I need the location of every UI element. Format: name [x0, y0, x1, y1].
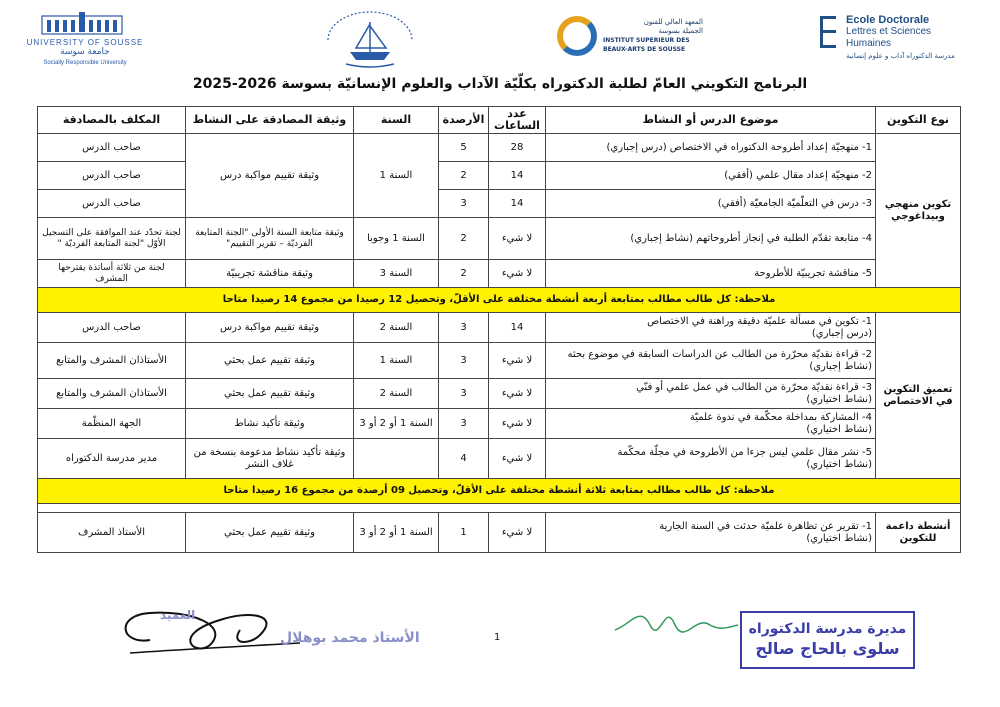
- header-credits: الأرصدة: [439, 107, 489, 134]
- s2-row4-topic: 4- المشاركة بمداخلة محكّمة في ندوة علميّة: [689, 411, 872, 423]
- s2-row1-responsible: صاحب الدرس: [38, 313, 186, 343]
- s1-row3-credits: 3: [439, 190, 489, 218]
- s2-row2-responsible: الأستاذان المشرف والمتابع: [38, 343, 186, 379]
- s2-row3-responsible: الأستاذان المشرف والمتابع: [38, 379, 186, 409]
- s1-row2-credits: 2: [439, 162, 489, 190]
- section1-type: تكوين منهجي وبيداغوجي: [876, 134, 961, 288]
- isba-name-fr-2: BEAUX-ARTS DE SOUSSE: [603, 46, 686, 53]
- s2-row3-topic-note: (نشاط اختياري): [806, 393, 872, 405]
- s1-row5-topic: 5- مناقشة تجريبيّة للأطروحة: [546, 260, 876, 288]
- s2-row2-year: السنة 1: [354, 343, 439, 379]
- s2-row4-responsible: الجهة المنظّمة: [38, 409, 186, 439]
- page-number: 1: [494, 632, 501, 643]
- ecole-doctorale-arabic: مدرسة الدكتوراه آداب و علوم إنسانية: [846, 52, 955, 60]
- s1-row4-hours: لا شيء: [489, 218, 546, 260]
- table-row: [38, 513, 961, 553]
- table-row: [38, 439, 961, 479]
- s2-row2-credits: 3: [439, 343, 489, 379]
- s1-row2-hours: 14: [489, 162, 546, 190]
- dean-title: العميد: [160, 608, 196, 622]
- header-responsible: المكلف بالمصادقة: [38, 107, 186, 134]
- s3-row1-topic-note: (نشاط اختياري): [806, 532, 872, 544]
- s2-row2-topic-note: (نشاط إجباري): [809, 360, 872, 372]
- s2-row4-year: السنة 1 أو 2 أو 3: [354, 409, 439, 439]
- s2-row1-credits: 3: [439, 313, 489, 343]
- table-row: [38, 218, 961, 260]
- s1-row1-credits: 5: [439, 134, 489, 162]
- s2-row5-responsible: مدير مدرسة الدكتوراه: [38, 439, 186, 479]
- program-table: [37, 106, 961, 553]
- s2-row2-document: وثيقة تقييم عمل بحثي: [186, 343, 354, 379]
- s3-row1-topic: 1- تقرير عن تظاهرة علميّة حدثت في السنة الجارية: [659, 520, 872, 532]
- ecole-doctorale-line2: Lettres et Sciences: [846, 26, 932, 37]
- stamp-line1: مديرة مدرسة الدكتوراه: [748, 621, 907, 637]
- section3-type: أنشطة داعمة للتكوين: [876, 513, 961, 553]
- s3-row1-credits: 1: [439, 513, 489, 553]
- s1-row3-topic: 3- درس في التعلّميّة الجامعيّة (أفقي): [546, 190, 876, 218]
- s1-row5-responsible: لجنة من ثلاثة أساتذة يقترحها المشرف: [38, 260, 186, 288]
- isba-sousse-logo: [555, 10, 705, 66]
- s2-row1-topic: 1- تكوين في مسألة علميّة دقيقة وراهنة في الاختصاص: [647, 315, 872, 327]
- faculty-seal-logo: [320, 10, 420, 66]
- s2-row5-topic: 5- نشر مقال علمي ليس جزءا من الأطروحة في مجلّة محكّمة: [617, 446, 872, 458]
- s1-row3-hours: 14: [489, 190, 546, 218]
- s1-row4-document: وثيقة متابعة السنة الأولى "الجنة المتابعة الفرديّة – تقرير التقييم": [186, 218, 354, 260]
- university-of-sousse-logo: [25, 10, 145, 66]
- s2-row3-topic: 3- قراءة نقديّة محرّرة من الطالب في عمل علمي أو فنّي: [636, 381, 872, 393]
- header-year: السنة: [354, 107, 439, 134]
- s2-row4-hours: لا شيء: [489, 409, 546, 439]
- isba-name-ar-2: الجميلة بسوسة: [658, 27, 703, 35]
- s1-row5-hours: لا شيء: [489, 260, 546, 288]
- table-row: [38, 134, 961, 162]
- s2-row2-hours: لا شيء: [489, 343, 546, 379]
- s2-row1-topic-note: (درس إجباري): [811, 327, 872, 339]
- director-signature-icon: [610, 595, 740, 655]
- ecole-doctorale-line3: Humaines: [846, 38, 892, 49]
- header-document: وثيقة المصادقة على النشاط: [186, 107, 354, 134]
- s1-row5-document: وثيقة مناقشة تجريبيّة: [186, 260, 354, 288]
- ecole-doctorale-mark-icon: [820, 16, 836, 48]
- s2-row4-document: وثيقة تأكيد نشاط: [186, 409, 354, 439]
- s2-row5-credits: 4: [439, 439, 489, 479]
- ship-seal-icon: [320, 10, 420, 70]
- s1-shared-year: السنة 1: [354, 134, 439, 218]
- s1-row2-responsible: صاحب الدرس: [38, 162, 186, 190]
- s1-row1-topic: 1- منهجيّة إعداد أطروحة الدكتوراه في الاختصاص (درس إجباري): [546, 134, 876, 162]
- s2-row5-topic-note: (نشاط اختياري): [806, 458, 872, 470]
- table-row: [38, 379, 961, 409]
- s2-row5-year: [354, 439, 439, 479]
- s1-row3-responsible: صاحب الدرس: [38, 190, 186, 218]
- s1-row5-year: السنة 3: [354, 260, 439, 288]
- s2-row3-hours: لا شيء: [489, 379, 546, 409]
- s2-row4-credits: 3: [439, 409, 489, 439]
- s2-row3-document: وثيقة تقييم عمل بحثي: [186, 379, 354, 409]
- s1-row1-hours: 28: [489, 134, 546, 162]
- page-title: البرنامج التكويني العامّ لطلبة الدكتوراه بكلّيّة الآداب والعلوم الإنسانيّة بسوسة 2026-2025: [192, 76, 808, 92]
- s1-row4-topic: 4- متابعة تقدّم الطلبة في إنجاز أطروحاتهم (نشاط إجباري): [546, 218, 876, 260]
- header-type: نوع التكوين: [876, 107, 961, 134]
- s1-row4-year: السنة 1 وجوبا: [354, 218, 439, 260]
- s2-row1-document: وثيقة تقييم مواكبة درس: [186, 313, 354, 343]
- university-name-en: UNIVERSITY OF SOUSSE: [26, 38, 144, 47]
- ecole-doctorale-line1: Ecole Doctorale: [846, 14, 930, 26]
- s1-row4-credits: 2: [439, 218, 489, 260]
- university-tagline: Socially Responsible University: [43, 60, 127, 66]
- isba-circle-icon: [557, 16, 597, 56]
- isba-name-fr-1: INSTITUT SUPERIEUR DES: [603, 37, 690, 44]
- s3-row1-responsible: الأستاذ المشرف: [38, 513, 186, 553]
- table-row: [38, 409, 961, 439]
- s2-row2-topic: 2- قراءة نقديّة محرّرة من الطالب عن الدراسات السابقة في موضوع بحثه: [567, 348, 872, 360]
- s2-row1-year: السنة 2: [354, 313, 439, 343]
- header-hours: عدد الساعات: [489, 107, 546, 134]
- table-separator: [38, 504, 961, 513]
- section2-type: تعميق التكوين في الاختصاص: [876, 313, 961, 479]
- table-row: [38, 343, 961, 379]
- header-topic: موضوع الدرس أو النشاط: [546, 107, 876, 134]
- table-row: [38, 162, 961, 190]
- s3-row1-hours: لا شيء: [489, 513, 546, 553]
- s2-row3-year: السنة 2: [354, 379, 439, 409]
- s2-row4-topic-note: (نشاط اختياري): [806, 423, 872, 435]
- table-row: [38, 313, 961, 343]
- table-row: [38, 190, 961, 218]
- s3-row1-document: وثيقة تقييم عمل بحثي: [186, 513, 354, 553]
- s2-row1-hours: 14: [489, 313, 546, 343]
- section2-note: ملاحظة: كل طالب مطالب بمتابعة ثلاثة أنشطة مختلفة على الأقلّ، وتحصيل 09 أرصدة من مجموع 16 رصيدا متاحا: [38, 479, 961, 504]
- s1-row2-topic: 2- منهجيّة إعداد مقال علمي (أفقي): [546, 162, 876, 190]
- table-header-row: [38, 107, 961, 134]
- university-building-icon: [37, 10, 127, 36]
- section2-note-row: [38, 479, 961, 504]
- s2-row3-credits: 3: [439, 379, 489, 409]
- director-stamp: [740, 611, 915, 669]
- s3-row1-year: السنة 1 أو 2 أو 3: [354, 513, 439, 553]
- section1-note: ملاحظة: كل طالب مطالب بمتابعة أربعة أنشطة مختلفة على الأقلّ، وتحصيل 12 رصيدا من مجموع 14 رصيدا متاحا: [38, 288, 961, 313]
- isba-name-ar-1: المعهد العالي للفنون: [643, 18, 703, 26]
- table-row: [38, 260, 961, 288]
- s2-row5-hours: لا شيء: [489, 439, 546, 479]
- s2-row5-document: وثيقة تأكيد نشاط مدعومة بنسخة من غلاف النشر: [186, 439, 354, 479]
- header-logos: [0, 0, 1000, 72]
- dean-name: الأستاذ محمد بوهلال: [280, 630, 420, 646]
- s1-shared-document: وثيقة تقييم مواكبة درس: [186, 134, 354, 218]
- s1-row4-responsible: لجنة تحدّد عند الموافقة على التسجيل الأوّل "لجنة المتابعة الفرديّة ": [38, 218, 186, 260]
- ecole-doctorale-logo: [820, 10, 960, 66]
- university-name-ar: جامعة سوسة: [60, 47, 110, 57]
- stamp-line2: سلوى بالحاج صالح: [755, 639, 900, 658]
- s1-row1-responsible: صاحب الدرس: [38, 134, 186, 162]
- s1-row5-credits: 2: [439, 260, 489, 288]
- section1-note-row: [38, 288, 961, 313]
